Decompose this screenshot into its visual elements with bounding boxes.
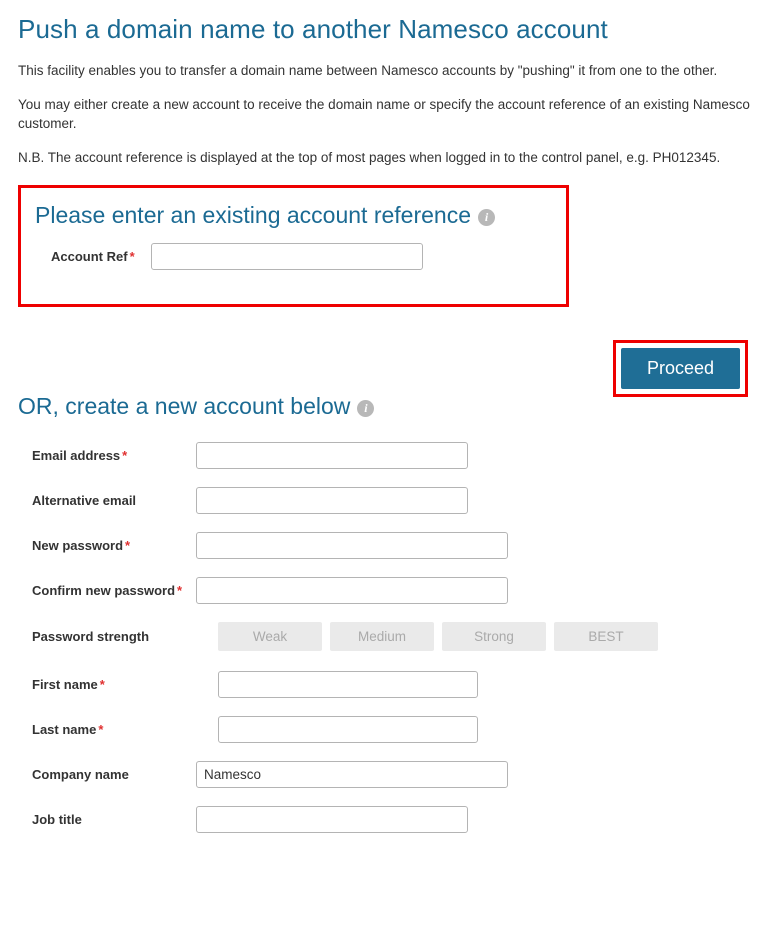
new-account-form <box>18 442 750 833</box>
required-marker: * <box>122 448 128 464</box>
last-name-input[interactable] <box>218 716 478 743</box>
info-icon[interactable]: i <box>357 400 374 417</box>
account-ref-label <box>35 249 151 264</box>
intro-paragraph-2: You may either create a new account to receive the domain name or specify the account reference of an existing Namesco customer. <box>18 96 750 132</box>
email-address-label-text: Email address <box>32 448 121 464</box>
company-name-row <box>18 761 750 788</box>
job-title-label <box>18 812 196 827</box>
required-marker: * <box>129 249 135 265</box>
last-name-label <box>18 722 196 737</box>
strength-segment-best: BEST <box>554 622 658 651</box>
password-strength-label: Password strength <box>32 629 150 645</box>
proceed-button-highlight <box>613 340 748 397</box>
new-account-heading <box>18 393 750 420</box>
company-name-label-text: Company name <box>32 767 129 783</box>
page-title: Push a domain name to another Namesco account <box>18 14 608 44</box>
alternative-email-input[interactable] <box>196 487 468 514</box>
confirm-password-label <box>18 583 196 598</box>
account-ref-label-text: Account Ref <box>51 249 128 265</box>
company-name-input[interactable] <box>196 761 508 788</box>
new-password-input[interactable] <box>196 532 508 559</box>
job-title-input[interactable] <box>196 806 468 833</box>
info-icon[interactable]: i <box>478 209 495 226</box>
account-ref-row <box>35 243 552 270</box>
required-marker: * <box>177 583 183 599</box>
alternative-email-label <box>18 493 196 508</box>
company-name-label <box>18 767 196 782</box>
new-password-row <box>18 532 750 559</box>
first-name-input[interactable] <box>218 671 478 698</box>
job-title-label-text: Job title <box>32 812 82 828</box>
password-strength-meter <box>218 622 658 651</box>
intro-paragraph-3: N.B. The account reference is displayed at the top of most pages when logged in to the control panel, e.g. PH012345. <box>18 149 721 165</box>
existing-account-heading <box>35 202 552 229</box>
alternative-email-label-text: Alternative email <box>32 493 137 509</box>
account-ref-input[interactable] <box>151 243 423 270</box>
confirm-password-row <box>18 577 750 604</box>
password-strength-row <box>18 622 750 651</box>
existing-account-heading-text: Please enter an existing account reference <box>35 202 471 229</box>
required-marker: * <box>99 677 105 693</box>
confirm-password-input[interactable] <box>196 577 508 604</box>
required-marker: * <box>125 538 131 554</box>
new-password-label <box>18 538 196 553</box>
confirm-password-label-text: Confirm new password <box>32 583 176 599</box>
last-name-label-text: Last name <box>32 722 97 738</box>
existing-account-section <box>18 185 569 307</box>
job-title-row <box>18 806 750 833</box>
proceed-button[interactable]: Proceed <box>621 348 740 389</box>
new-account-heading-text: OR, create a new account below <box>18 393 351 420</box>
alternative-email-row <box>18 487 750 514</box>
first-name-label-text: First name <box>32 677 98 693</box>
first-name-label <box>18 677 196 692</box>
last-name-row <box>18 716 750 743</box>
strength-segment-weak: Weak <box>218 622 322 651</box>
required-marker: * <box>98 722 104 738</box>
email-address-label <box>18 448 196 463</box>
strength-segment-strong: Strong <box>442 622 546 651</box>
strength-segment-medium: Medium <box>330 622 434 651</box>
first-name-row <box>18 671 750 698</box>
new-password-label-text: New password <box>32 538 124 554</box>
intro-paragraph-1: This facility enables you to transfer a domain name between Namesco accounts by "pushing" it from one to the other. <box>18 63 718 78</box>
email-address-input[interactable] <box>196 442 468 469</box>
email-address-row <box>18 442 750 469</box>
